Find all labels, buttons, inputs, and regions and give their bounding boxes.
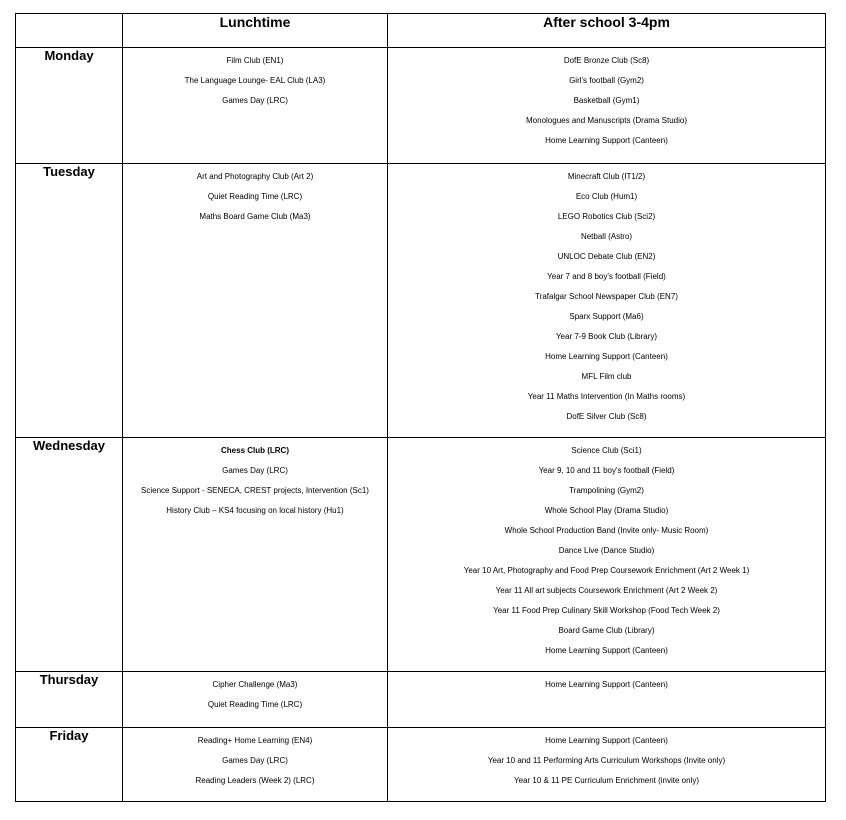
lunchtime-cell [123, 438, 388, 672]
activity-item: LEGO Robotics Club (Sci2) [557, 212, 656, 221]
after-school-activity-list [388, 672, 825, 690]
day-label: Thursday [16, 672, 123, 728]
activity-item: Whole School Production Band (Invite only- Music Room) [504, 526, 709, 535]
activity-item: Art and Photography Club (Art 2) [196, 172, 314, 181]
activity-item: Year 11 Food Prep Culinary Skill Workshop (Food Tech Week 2) [493, 606, 720, 615]
after-school-column-header: After school 3-4pm [388, 14, 826, 48]
after-school-activity-list [388, 164, 825, 422]
activity-item: History Club – KS4 focusing on local history (Hu1) [166, 506, 344, 515]
activity-item: Quiet Reading Time (LRC) [207, 192, 303, 201]
activity-item: Film Club (EN1) [226, 56, 284, 65]
activity-item: Cipher Challenge (Ma3) [212, 680, 298, 689]
activity-item: Science Club (Sci1) [571, 446, 642, 455]
activity-item: Year 11 All art subjects Coursework Enrichment (Art 2 Week 2) [495, 586, 718, 595]
activity-item: Trampolining (Gym2) [569, 486, 644, 495]
activity-item: Year 7 and 8 boy's football (Field) [547, 272, 666, 281]
activity-item: Year 11 Maths Intervention (In Maths rooms) [527, 392, 686, 401]
activity-item: Home Learning Support (Canteen) [545, 680, 668, 689]
lunchtime-activity-list [123, 48, 387, 106]
activity-item: Home Learning Support (Canteen) [545, 136, 668, 145]
activity-item: DofE Silver Club (Sc8) [566, 412, 647, 421]
after-school-activity-list [388, 438, 825, 656]
day-label: Monday [16, 48, 123, 164]
after-school-cell [388, 48, 826, 164]
day-column-header [16, 14, 123, 48]
lunchtime-cell [123, 672, 388, 728]
lunchtime-cell [123, 728, 388, 802]
after-school-activity-list [388, 728, 825, 786]
activity-item: Games Day (LRC) [222, 756, 288, 765]
activity-item: Year 7-9 Book Club (Library) [555, 332, 658, 341]
day-row-tuesday [16, 164, 826, 438]
activity-item: Science Support - SENECA, CREST projects, Intervention (Sc1) [141, 486, 369, 495]
activity-item: Home Learning Support (Canteen) [545, 736, 668, 745]
activity-item: Year 10 & 11 PE Curriculum Enrichment (invite only) [514, 776, 699, 785]
activity-item: DofE Bronze Club (Sc8) [563, 56, 650, 65]
header-row [16, 14, 826, 48]
activity-item: UNLOC Debate Club (EN2) [557, 252, 656, 261]
activity-item: Minecraft Club (IT1/2) [567, 172, 646, 181]
day-label: Wednesday [16, 438, 123, 672]
day-row-friday [16, 728, 826, 802]
activity-item: Year 10 Art, Photography and Food Prep Coursework Enrichment (Art 2 Week 1) [463, 566, 750, 575]
after-school-cell [388, 728, 826, 802]
lunchtime-column-header: Lunchtime [123, 14, 388, 48]
activity-item: Eco Club (Hum1) [575, 192, 638, 201]
activity-item: MFL Film club [581, 372, 632, 381]
lunchtime-cell [123, 48, 388, 164]
activity-item: Year 9, 10 and 11 boy's football (Field) [538, 466, 675, 475]
activity-item: Games Day (LRC) [222, 96, 288, 105]
lunchtime-activity-list [123, 672, 387, 710]
day-row-monday [16, 48, 826, 164]
day-row-thursday [16, 672, 826, 728]
lunchtime-activity-list [123, 728, 387, 786]
activity-item: Home Learning Support (Canteen) [545, 646, 668, 655]
activity-item: Netball (Astro) [580, 232, 633, 241]
activity-item: Reading Leaders (Week 2) (LRC) [195, 776, 315, 785]
activity-item: Trafalgar School Newspaper Club (EN7) [535, 292, 678, 301]
day-label: Friday [16, 728, 123, 802]
activity-item: Quiet Reading Time (LRC) [207, 700, 303, 709]
lunchtime-activity-list [123, 164, 387, 222]
after-school-cell [388, 164, 826, 438]
activity-item: Maths Board Game Club (Ma3) [199, 212, 311, 221]
lunchtime-activity-list [123, 438, 387, 516]
day-row-wednesday [16, 438, 826, 672]
activity-item: Girl's football (Gym2) [569, 76, 644, 85]
activity-item: The Language Lounge- EAL Club (LA3) [184, 76, 326, 85]
activity-item: Dance Live (Dance Studio) [558, 546, 655, 555]
activity-item: Basketball (Gym1) [573, 96, 640, 105]
activity-item: Year 10 and 11 Performing Arts Curriculum Workshops (Invite only) [487, 756, 726, 765]
after-school-cell [388, 438, 826, 672]
activity-item: Sparx Support (Ma6) [569, 312, 644, 321]
clubs-timetable [15, 13, 826, 802]
activity-item: Reading+ Home Learning (EN4) [197, 736, 313, 745]
activity-item: Whole School Play (Drama Studio) [544, 506, 669, 515]
activity-item: Board Game Club (Library) [558, 626, 655, 635]
activity-item: Chess Club (LRC) [221, 446, 289, 455]
day-label: Tuesday [16, 164, 123, 438]
activity-item: Monologues and Manuscripts (Drama Studio) [526, 116, 687, 125]
after-school-activity-list [388, 48, 825, 146]
activity-item: Games Day (LRC) [222, 466, 288, 475]
after-school-cell [388, 672, 826, 728]
activity-item: Home Learning Support (Canteen) [545, 352, 668, 361]
lunchtime-cell [123, 164, 388, 438]
